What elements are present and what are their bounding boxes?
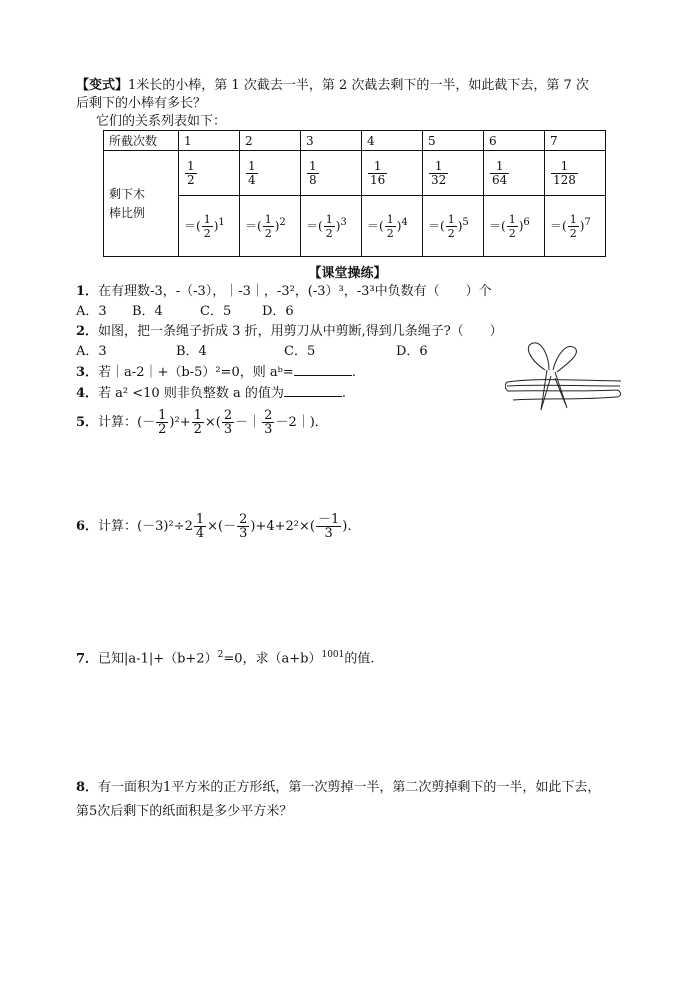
fraction-den: 4 <box>248 172 256 187</box>
q6-label: 计算： <box>98 519 138 534</box>
fraction-cell <box>179 151 240 196</box>
q6-f3-den: 3 <box>316 526 341 540</box>
q5-fraction-2 <box>192 409 204 436</box>
power-cell <box>484 196 545 257</box>
half-den: 2 <box>325 226 333 240</box>
power-exponent: 3 <box>340 216 347 228</box>
q1-option-a: A．3 <box>76 304 107 319</box>
scissors-loop-left <box>528 343 549 370</box>
fraction-den: 2 <box>187 172 195 187</box>
q1-option-d: D．6 <box>262 304 294 319</box>
q3-tail: . <box>351 365 356 380</box>
scissors-blade <box>541 370 551 410</box>
variant-line-1 <box>76 77 589 95</box>
q5-number: 5． <box>76 415 99 430</box>
q5-expr-part: ×( <box>204 415 221 430</box>
scissors-loop-right <box>553 346 576 372</box>
q2-option-b: B．4 <box>176 344 207 359</box>
q5-expr-part: (－ <box>137 415 156 430</box>
rope-loop <box>505 382 509 391</box>
half-fraction <box>202 213 213 240</box>
q7-exponent-2: 1001 <box>321 650 345 660</box>
q5-expr-part: －2｜)． <box>275 415 328 430</box>
table-col-6: 6 <box>484 131 545 151</box>
fraction-num: 1 <box>495 158 504 173</box>
power-exponent: 1 <box>218 216 225 228</box>
q6-expr-part: ×(－ <box>207 519 237 534</box>
q6-f1-den: 4 <box>195 526 205 541</box>
q6-expr-part: )+4+2²×( <box>250 519 315 534</box>
q5-label: 计算： <box>98 415 138 430</box>
q4-answer-blank <box>284 384 342 397</box>
table-col-1: 1 <box>179 131 240 151</box>
table-col-5: 5 <box>423 131 484 151</box>
power-cell <box>423 196 484 257</box>
q1-option-c: C．5 <box>200 304 232 319</box>
q5-fraction-3 <box>222 409 234 436</box>
q2-option-d: D．6 <box>396 344 428 359</box>
table-header-row <box>104 131 606 151</box>
q5-fraction-1 <box>156 409 168 436</box>
q4-line <box>76 384 346 403</box>
power-prefix: ＝( <box>428 218 445 233</box>
half-den: 2 <box>447 226 455 240</box>
power-prefix: ＝( <box>184 218 201 233</box>
power-exponent: 4 <box>401 216 408 228</box>
half-fraction <box>263 213 274 240</box>
power-expr <box>245 212 286 240</box>
q2-option-c: C．5 <box>284 344 316 359</box>
q8-text-2: 第5次后剩下的纸面积是多少平方米？ <box>76 804 293 819</box>
q6-expr-part: (－3)²÷2 <box>137 519 193 534</box>
power-expr <box>550 212 591 240</box>
q7-tail: 的值. <box>344 651 375 667</box>
q6-f2-den: 3 <box>239 526 248 541</box>
power-exponent: 7 <box>584 216 591 228</box>
q2-text: 如图，把一条绳子折成 3 折，用剪刀从中剪断,得到几条绳子?（ ） <box>98 324 503 339</box>
scissors-rope-illustration <box>505 340 623 412</box>
half-fraction <box>385 213 396 240</box>
section-title: 【课堂操练】 <box>308 266 387 281</box>
power-exponent: 2 <box>279 216 286 228</box>
q4-tail: . <box>341 386 346 401</box>
q1-line <box>76 283 492 301</box>
q4-number: 4． <box>76 386 99 401</box>
q5-f2-num: 1 <box>193 408 202 423</box>
q6-line <box>76 512 351 542</box>
q5-fraction-4 <box>262 409 274 436</box>
q5-expr-part: )²+ <box>169 415 191 430</box>
power-prefix: ＝( <box>245 218 262 233</box>
table-header-label: 所截次数 <box>104 131 179 151</box>
fraction <box>185 160 197 187</box>
q4-text: 若 a² <10 则非负整数 a 的值为 <box>98 386 284 401</box>
q7-text-mid: =0，求（a+b） <box>223 651 322 667</box>
variant-line-2 <box>76 95 206 113</box>
q5-expr-part: －｜ <box>235 415 262 430</box>
power-exponent: 6 <box>523 216 530 228</box>
fraction-den: 16 <box>370 172 386 187</box>
q5-f4-den: 3 <box>264 422 273 437</box>
fraction-num: 1 <box>434 158 443 173</box>
half-den: 2 <box>264 226 272 240</box>
power-suffix: ) <box>274 218 280 233</box>
power-exponent: 5 <box>462 216 469 228</box>
q5-f3-num: 2 <box>223 408 233 423</box>
q3-text: 若｜a-2｜+（b-5）²=0，则 aᵇ= <box>98 365 294 380</box>
half-num: 1 <box>508 212 516 226</box>
q1-number: 1． <box>76 284 99 299</box>
relation-table <box>103 130 606 257</box>
variant-text-3: 它们的关系列表如下： <box>96 114 227 129</box>
fraction <box>368 160 387 187</box>
fraction-num: 1 <box>309 158 317 173</box>
fraction-num: 1 <box>560 158 569 173</box>
power-expr <box>489 212 530 240</box>
half-den: 2 <box>569 226 577 240</box>
power-expr <box>184 212 225 240</box>
half-fraction <box>507 213 518 240</box>
remaining-label-text: 剩下木 棒比例 <box>109 186 146 220</box>
rope-strand <box>509 390 617 391</box>
q2-options <box>76 343 428 361</box>
power-cell <box>301 196 362 257</box>
fraction-den: 128 <box>553 172 576 187</box>
fraction <box>551 160 578 187</box>
fraction-num: 1 <box>248 158 256 173</box>
q1-options <box>76 303 294 321</box>
q6-number: 6． <box>76 519 99 534</box>
power-prefix: ＝( <box>306 218 323 233</box>
q7-text: 已知|a-1|+（b+2） <box>98 651 218 667</box>
fraction-cell <box>362 151 423 196</box>
q2-line <box>76 323 503 341</box>
q6-f2-num: 2 <box>239 512 248 527</box>
q7-exponent-1: 2 <box>217 650 224 660</box>
table-col-3: 3 <box>301 131 362 151</box>
half-num: 1 <box>325 212 333 226</box>
half-num: 1 <box>203 212 211 226</box>
rope-strand <box>507 385 620 386</box>
table-row-fraction <box>104 151 606 196</box>
fraction-cell <box>423 151 484 196</box>
q6-fraction-1 <box>194 513 206 540</box>
fraction <box>490 160 509 187</box>
power-cell <box>240 196 301 257</box>
q8-line-2 <box>76 803 292 821</box>
table-label-remaining <box>104 151 179 257</box>
q7-line <box>76 646 375 668</box>
power-suffix: ) <box>335 218 341 233</box>
q5-f1-num: 1 <box>158 408 167 423</box>
fraction-cell <box>240 151 301 196</box>
power-suffix: ) <box>213 218 219 233</box>
q1-option-b: B．4 <box>132 304 163 319</box>
q3-number: 3． <box>76 365 99 380</box>
scissors-blade <box>555 372 567 408</box>
q8-line-1 <box>76 779 600 797</box>
half-num: 1 <box>386 212 394 226</box>
power-cell <box>179 196 240 257</box>
table-col-2: 2 <box>240 131 301 151</box>
q3-line <box>76 363 356 382</box>
q8-text-1: 有一面积为1平方米的正方形纸，第一次剪掉一半，第二次剪掉剩下的一半，如此下去， <box>98 780 601 795</box>
half-fraction <box>324 213 335 240</box>
variant-text-1: 1米长的小棒，第 1 次截去一半，第 2 次截去剩下的一半，如此截下去，第 7 次 <box>128 78 589 93</box>
power-prefix: ＝( <box>550 218 567 233</box>
half-fraction <box>568 213 579 240</box>
half-num: 1 <box>264 212 272 226</box>
fraction-num: 1 <box>187 158 195 173</box>
half-num: 1 <box>447 212 455 226</box>
table-row-power <box>104 196 606 257</box>
power-suffix: ) <box>396 218 402 233</box>
q5-line <box>76 408 328 438</box>
q8-number: 8． <box>76 780 99 795</box>
rope-loop <box>615 390 621 397</box>
power-cell <box>545 196 606 257</box>
variant-text-2: 后剩下的小棒有多长？ <box>76 96 207 111</box>
power-expr <box>367 212 408 240</box>
fraction-den: 8 <box>309 172 317 187</box>
q7-number: 7． <box>76 651 99 667</box>
fraction-num: 1 <box>373 158 382 173</box>
fraction <box>307 160 319 187</box>
half-den: 2 <box>203 226 211 240</box>
power-expr <box>428 212 469 240</box>
half-fraction <box>446 213 457 240</box>
rope-strand <box>507 380 621 382</box>
power-suffix: ) <box>579 218 585 233</box>
fraction-den: 32 <box>431 172 447 187</box>
q5-f4-num: 2 <box>264 408 273 423</box>
q6-fraction-3 <box>316 513 341 540</box>
half-num: 1 <box>569 212 577 226</box>
table-col-4: 4 <box>362 131 423 151</box>
q6-fraction-2 <box>237 513 249 540</box>
fraction-den: 64 <box>492 172 508 187</box>
table-col-7: 7 <box>545 131 606 151</box>
q5-f3-den: 3 <box>223 422 233 437</box>
fraction-cell <box>301 151 362 196</box>
fraction <box>429 160 448 187</box>
variant-tag: 【变式】 <box>76 78 129 93</box>
q6-f3-num: －1 <box>317 512 340 527</box>
power-suffix: ) <box>457 218 463 233</box>
half-den: 2 <box>508 226 516 240</box>
power-cell <box>362 196 423 257</box>
fraction-cell <box>484 151 545 196</box>
q3-answer-blank <box>294 363 352 376</box>
fraction-cell <box>545 151 606 196</box>
q6-expr-part: ). <box>342 519 352 534</box>
variant-line-3 <box>96 113 226 131</box>
fraction <box>246 160 258 187</box>
power-expr <box>306 212 347 240</box>
q5-f1-den: 2 <box>158 422 167 437</box>
q5-f2-den: 2 <box>193 422 202 437</box>
power-prefix: ＝( <box>489 218 506 233</box>
q6-f1-num: 1 <box>195 512 205 527</box>
power-suffix: ) <box>518 218 524 233</box>
q2-option-a: A．3 <box>76 344 107 359</box>
q2-number: 2． <box>76 324 99 339</box>
power-prefix: ＝( <box>367 218 384 233</box>
q1-text: 在有理数-3，-（-3），｜-3｜，-3²，(-3）³，-3³中负数有（ ）个 <box>98 284 492 299</box>
half-den: 2 <box>386 226 394 240</box>
